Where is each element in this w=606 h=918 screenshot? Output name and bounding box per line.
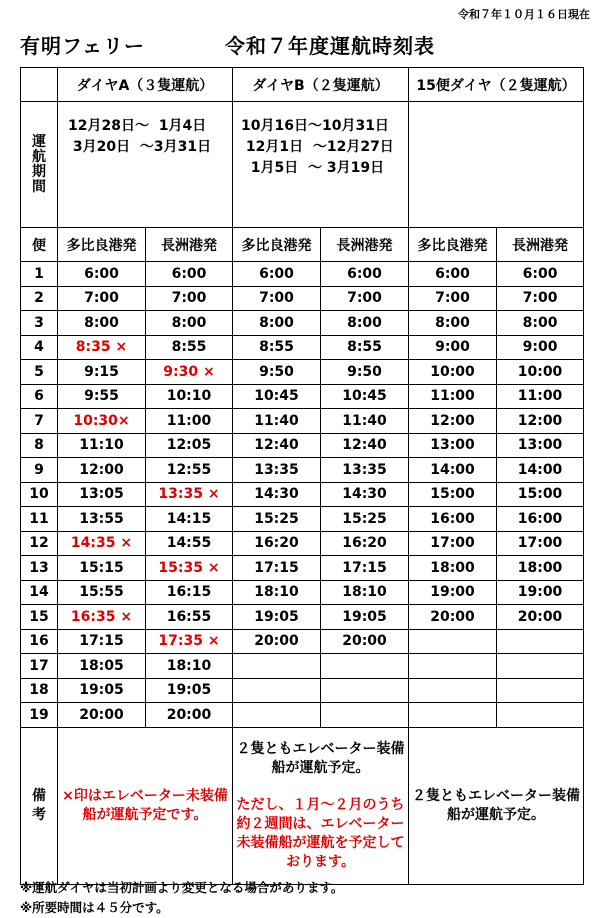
pattern-a-tairara-time: 12:00 [58, 458, 146, 483]
trip-row [21, 458, 584, 483]
pattern-b-tairara-time [233, 678, 321, 703]
pattern-b-nagasu-time: 20:00 [321, 629, 409, 654]
trip-row [21, 335, 584, 360]
footer-note: ※運航ダイヤは当初計画より変更となる場合があります。 [20, 880, 344, 895]
pattern-b-nagasu-time: 18:10 [321, 580, 409, 605]
operation-period-row [21, 102, 584, 228]
timetable [20, 67, 584, 885]
pattern-c-tairara-time: 13:00 [409, 433, 497, 458]
pattern-b-nagasu-time [321, 678, 409, 703]
pattern-b-nagasu-header: 長洲港発 [321, 228, 409, 262]
pattern-c-nagasu-time: 17:00 [497, 531, 584, 556]
pattern-a-nagasu-time: 7:00 [146, 286, 233, 311]
pattern-c-tairara-time: 6:00 [409, 262, 497, 287]
pattern-a-tairara-time: 11:10 [58, 433, 146, 458]
pattern-a-nagasu-time: 12:55 [146, 458, 233, 483]
footer-note: ※所要時間は４５分です。 [20, 900, 169, 915]
pattern-c-tairara-time: 12:00 [409, 409, 497, 434]
pattern-c-notes [409, 727, 584, 884]
trip-row [21, 482, 584, 507]
pattern-c-nagasu-time: 6:00 [497, 262, 584, 287]
trip-number: 19 [21, 703, 58, 728]
pattern-a-nagasu-time: 8:00 [146, 311, 233, 336]
period-label-char: 運 [32, 133, 46, 150]
trip-row [21, 384, 584, 409]
pattern-c-note-text: ２隻ともエレベーター装備船が運航予定。 [412, 787, 581, 823]
document-title: 令和７年度運航時刻表 [225, 34, 435, 58]
period-line: 10月16日～10月31日 [241, 118, 389, 134]
trip-row [21, 629, 584, 654]
trip-number: 1 [21, 262, 58, 287]
pattern-c-nagasu-time [497, 629, 584, 654]
trip-number: 16 [21, 629, 58, 654]
pattern-b-tairara-time: 12:40 [233, 433, 321, 458]
pattern-b-tairara-time: 16:20 [233, 531, 321, 556]
pattern-c-nagasu-time: 8:00 [497, 311, 584, 336]
notes-label-char: 考 [32, 806, 46, 823]
footer-notes [20, 878, 343, 918]
pattern-c-tairara-time [409, 629, 497, 654]
pattern-c-tairara-time: 15:00 [409, 482, 497, 507]
pattern-c-nagasu-time: 20:00 [497, 605, 584, 630]
period-label-char: 期 [32, 163, 46, 180]
notes-label-char: 備 [32, 787, 46, 804]
trip-number: 3 [21, 311, 58, 336]
pattern-b-nagasu-time: 7:00 [321, 286, 409, 311]
pattern-a-tairara-time: 8:35 × [58, 335, 146, 360]
pattern-c-tairara-time: 20:00 [409, 605, 497, 630]
trip-row [21, 409, 584, 434]
pattern-b-tairara-time: 9:50 [233, 360, 321, 385]
period-line: 12月1日 ～12月27日 [241, 139, 394, 155]
pattern-b-nagasu-time: 15:25 [321, 507, 409, 532]
pattern-c-tairara-time: 14:00 [409, 458, 497, 483]
trip-row [21, 678, 584, 703]
pattern-a-tairara-time: 20:00 [58, 703, 146, 728]
pattern-b-tairara-time: 10:45 [233, 384, 321, 409]
pattern-b-nagasu-time: 19:05 [321, 605, 409, 630]
pattern-c-nagasu-time [497, 703, 584, 728]
pattern-c-tairara-time: 16:00 [409, 507, 497, 532]
pattern-c-tairara-time [409, 654, 497, 679]
pattern-c-nagasu-time: 14:00 [497, 458, 584, 483]
pattern-a-period [58, 102, 233, 228]
pattern-b-nagasu-time: 8:55 [321, 335, 409, 360]
trip-number: 7 [21, 409, 58, 434]
pattern-b-tairara-header: 多比良港発 [233, 228, 321, 262]
pattern-a-tairara-time: 18:05 [58, 654, 146, 679]
trip-number-header: 便 [21, 228, 58, 262]
trip-number: 6 [21, 384, 58, 409]
pattern-a-note-text: ×印はエレベーター未装備船が運航予定です。 [62, 787, 228, 823]
pattern-b-nagasu-time: 11:40 [321, 409, 409, 434]
pattern-c-tairara-time: 8:00 [409, 311, 497, 336]
pattern-b-nagasu-time: 16:20 [321, 531, 409, 556]
pattern-a-nagasu-time: 14:15 [146, 507, 233, 532]
trip-number: 8 [21, 433, 58, 458]
pattern-a-nagasu-time: 11:00 [146, 409, 233, 434]
pattern-c-tairara-time: 9:00 [409, 335, 497, 360]
trip-number: 4 [21, 335, 58, 360]
pattern-b-notes [233, 727, 409, 884]
pattern-a-nagasu-time: 8:55 [146, 335, 233, 360]
pattern-a-notes [58, 727, 233, 884]
as-of-date: 令和７年１０月１６日現在 [458, 8, 590, 21]
pattern-a-label: ダイヤA（３隻運航） [58, 68, 233, 102]
pattern-a-nagasu-time: 16:15 [146, 580, 233, 605]
trip-row [21, 703, 584, 728]
port-header-row [21, 228, 584, 262]
notes-row-label [21, 727, 58, 884]
period-label-char: 間 [32, 178, 46, 195]
pattern-b-tairara-time [233, 703, 321, 728]
trip-number: 2 [21, 286, 58, 311]
trip-number: 11 [21, 507, 58, 532]
pattern-c-nagasu-time: 10:00 [497, 360, 584, 385]
pattern-a-nagasu-time: 12:05 [146, 433, 233, 458]
pattern-b-nagasu-time: 12:40 [321, 433, 409, 458]
trip-number: 12 [21, 531, 58, 556]
pattern-a-nagasu-time: 20:00 [146, 703, 233, 728]
pattern-b-tairara-time: 13:35 [233, 458, 321, 483]
pattern-b-nagasu-time: 10:45 [321, 384, 409, 409]
pattern-b-period [233, 102, 409, 228]
period-row-label [21, 102, 58, 228]
pattern-a-nagasu-time: 9:30 × [146, 360, 233, 385]
pattern-c-nagasu-time: 15:00 [497, 482, 584, 507]
pattern-a-nagasu-time: 16:55 [146, 605, 233, 630]
title-row [20, 30, 580, 60]
pattern-b-tairara-time: 17:15 [233, 556, 321, 581]
pattern-c-tairara-time: 10:00 [409, 360, 497, 385]
pattern-a-nagasu-time: 15:35 × [146, 556, 233, 581]
pattern-b-nagasu-time: 17:15 [321, 556, 409, 581]
trip-row [21, 433, 584, 458]
pattern-b-tairara-time: 18:10 [233, 580, 321, 605]
trip-number: 9 [21, 458, 58, 483]
pattern-a-tairara-time: 19:05 [58, 678, 146, 703]
pattern-a-tairara-header: 多比良港発 [58, 228, 146, 262]
pattern-a-nagasu-time: 10:10 [146, 384, 233, 409]
trip-number: 18 [21, 678, 58, 703]
pattern-a-nagasu-time: 17:35 × [146, 629, 233, 654]
pattern-b-tairara-time: 7:00 [233, 286, 321, 311]
pattern-b-label: ダイヤB（２隻運航） [233, 68, 409, 102]
pattern-b-tairara-time: 6:00 [233, 262, 321, 287]
pattern-a-tairara-time: 7:00 [58, 286, 146, 311]
pattern-a-tairara-time: 10:30× [58, 409, 146, 434]
pattern-c-period [409, 102, 584, 228]
pattern-c-nagasu-time: 16:00 [497, 507, 584, 532]
pattern-c-nagasu-header: 長洲港発 [497, 228, 584, 262]
pattern-a-nagasu-time: 19:05 [146, 678, 233, 703]
pattern-c-tairara-time [409, 678, 497, 703]
pattern-b-note-extra: ただし、１月～２月のうち約２週間は、エレベーター未装備船が運航を予定しております。 [236, 796, 405, 870]
pattern-b-tairara-time: 14:30 [233, 482, 321, 507]
pattern-c-tairara-time: 19:00 [409, 580, 497, 605]
pattern-a-nagasu-time: 18:10 [146, 654, 233, 679]
pattern-b-nagasu-time: 13:35 [321, 458, 409, 483]
pattern-b-note-text: ２隻ともエレベーター装備船が運航予定。 [236, 740, 405, 776]
pattern-c-nagasu-time: 19:00 [497, 580, 584, 605]
pattern-c-nagasu-time: 9:00 [497, 335, 584, 360]
pattern-a-tairara-time: 16:35 × [58, 605, 146, 630]
pattern-a-nagasu-time: 6:00 [146, 262, 233, 287]
pattern-b-tairara-time: 20:00 [233, 629, 321, 654]
pattern-a-tairara-time: 17:15 [58, 629, 146, 654]
period-label-char: 航 [32, 148, 46, 165]
pattern-c-label: 15便ダイヤ（２隻運航） [409, 68, 584, 102]
pattern-c-tairara-header: 多比良港発 [409, 228, 497, 262]
pattern-a-tairara-time: 14:35 × [58, 531, 146, 556]
pattern-c-nagasu-time: 11:00 [497, 384, 584, 409]
period-line: 3月20日 ～3月31日 [68, 139, 212, 155]
pattern-c-nagasu-time: 7:00 [497, 286, 584, 311]
pattern-c-tairara-time: 11:00 [409, 384, 497, 409]
pattern-b-tairara-time: 19:05 [233, 605, 321, 630]
pattern-a-tairara-time: 9:55 [58, 384, 146, 409]
pattern-c-nagasu-time: 12:00 [497, 409, 584, 434]
trip-row [21, 580, 584, 605]
pattern-c-nagasu-time: 18:00 [497, 556, 584, 581]
pattern-b-nagasu-time: 9:50 [321, 360, 409, 385]
pattern-c-nagasu-time: 13:00 [497, 433, 584, 458]
pattern-b-tairara-time [233, 654, 321, 679]
trip-row [21, 286, 584, 311]
notes-row [21, 727, 584, 884]
pattern-a-tairara-time: 6:00 [58, 262, 146, 287]
pattern-c-tairara-time: 18:00 [409, 556, 497, 581]
pattern-b-nagasu-time: 14:30 [321, 482, 409, 507]
trip-row [21, 262, 584, 287]
trip-number: 10 [21, 482, 58, 507]
pattern-a-tairara-time: 15:15 [58, 556, 146, 581]
trip-row [21, 507, 584, 532]
trip-row [21, 556, 584, 581]
pattern-a-tairara-time: 13:55 [58, 507, 146, 532]
period-line: 12月28日～ 1月4日 [68, 118, 207, 134]
period-line: 1月5日 ～ 3月19日 [241, 160, 385, 176]
trip-number: 14 [21, 580, 58, 605]
pattern-c-nagasu-time [497, 678, 584, 703]
pattern-a-tairara-time: 9:15 [58, 360, 146, 385]
pattern-a-tairara-time: 8:00 [58, 311, 146, 336]
ferry-name: 有明フェリー [20, 34, 145, 58]
pattern-a-nagasu-time: 14:55 [146, 531, 233, 556]
pattern-b-nagasu-time: 8:00 [321, 311, 409, 336]
trip-row [21, 531, 584, 556]
pattern-header-row [21, 68, 584, 102]
trip-row [21, 605, 584, 630]
pattern-a-tairara-time: 15:55 [58, 580, 146, 605]
corner-cell [21, 68, 58, 102]
pattern-b-tairara-time: 11:40 [233, 409, 321, 434]
pattern-c-tairara-time [409, 703, 497, 728]
trip-number: 15 [21, 605, 58, 630]
trip-row [21, 311, 584, 336]
pattern-c-tairara-time: 7:00 [409, 286, 497, 311]
pattern-b-tairara-time: 15:25 [233, 507, 321, 532]
trip-number: 13 [21, 556, 58, 581]
pattern-a-nagasu-time: 13:35 × [146, 482, 233, 507]
note-spacer [233, 778, 408, 796]
pattern-b-nagasu-time: 6:00 [321, 262, 409, 287]
pattern-b-tairara-time: 8:55 [233, 335, 321, 360]
pattern-a-nagasu-header: 長洲港発 [146, 228, 233, 262]
trip-number: 17 [21, 654, 58, 679]
pattern-c-tairara-time: 17:00 [409, 531, 497, 556]
trip-number: 5 [21, 360, 58, 385]
pattern-b-nagasu-time [321, 703, 409, 728]
trip-row [21, 360, 584, 385]
trip-row [21, 654, 584, 679]
pattern-b-tairara-time: 8:00 [233, 311, 321, 336]
pattern-a-tairara-time: 13:05 [58, 482, 146, 507]
pattern-b-nagasu-time [321, 654, 409, 679]
pattern-c-nagasu-time [497, 654, 584, 679]
